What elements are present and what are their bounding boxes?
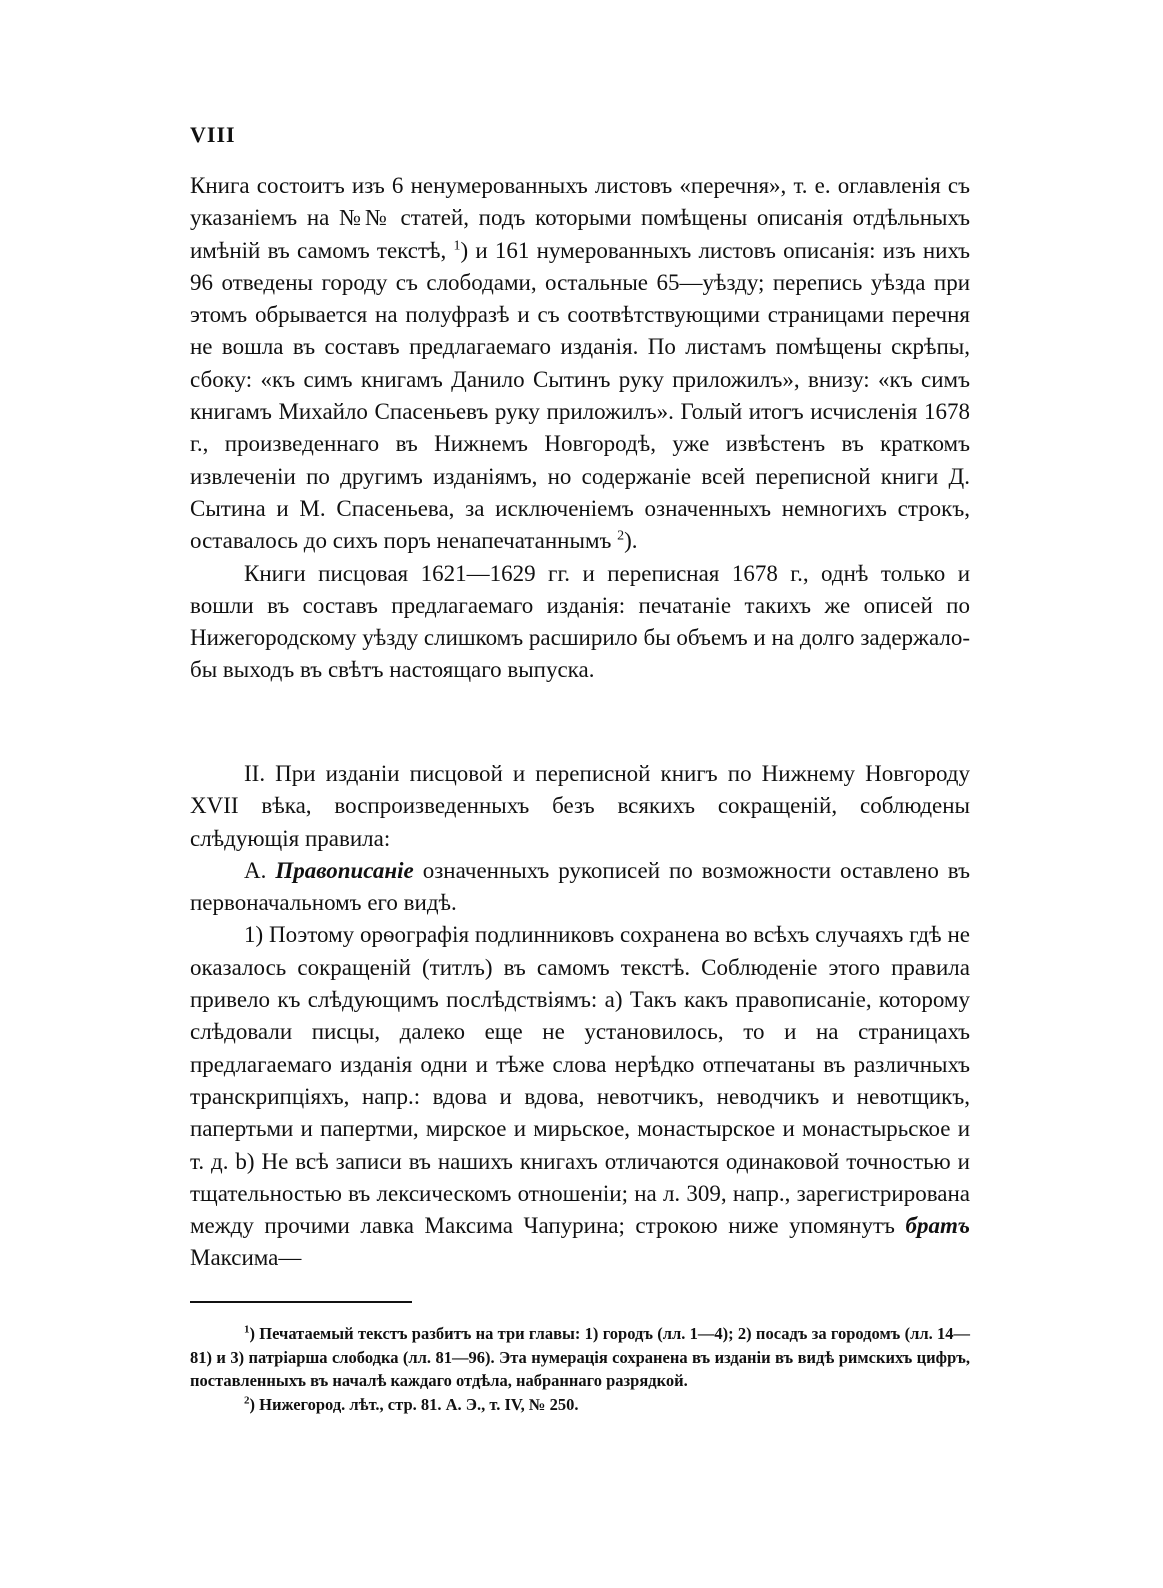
italic-term: Правописаніе [275, 857, 414, 883]
paragraph-text: ) и 161 нумерованныхъ листовъ описанія: изъ нихъ 96 отведены городу съ слободами, остальные 65—уѣзду; перепись уѣзда при этомъ обрывается на полуфразѣ и съ соотвѣтствующими страницами перечня не вошла въ составъ предлагаемаго изданія. По листамъ помѣщены скрѣпы, сбоку: «къ симъ книгамъ Данило Сытинъ руку приложилъ», внизу: «къ симъ книгамъ Михайло Спасеньевъ руку приложилъ». Голый итогъ исчисленія 1678 г., произведеннаго въ Нижнемъ Новгородѣ, уже извѣстенъ въ краткомъ извлеченіи по другимъ изданіямъ, но содержаніе всей переписной книги Д. Сытина и М. Спасеньева, за исключеніемъ означенныхъ немногихъ строкъ, оставалось до сихъ поръ ненапечатаннымъ [190, 237, 971, 554]
footnotes [190, 1322, 970, 1416]
paragraph-orthography [190, 855, 970, 920]
footnote-mark: 1 [244, 1323, 250, 1336]
paragraph-orthography-details [190, 919, 970, 1274]
paragraph-text: 1) Поэтому орѳографія подлинниковъ сохранена во всѣхъ случаяхъ гдѣ не оказалось сокращеній (титлъ) въ самомъ текстѣ. Соблюденіе этого правила привело къ слѣдующимъ послѣдствіямъ: a) Такъ какъ правописаніе, которому слѣдовали писцы, далеко еще не установилось, то и на страницахъ предлагаемаго изданія одни и тѣже слова нерѣдко отпечатаны въ различныхъ транскрипціяхъ, напр.: вдова и вдова, невотчикъ, неводчикъ и невотщикъ, папертьми и папертми, мирское и мирьское, монастырское и монастырьское и т. д. b) Не всѣ записи въ нашихъ книгахъ отличаются одинаковой точностью и тщательностью въ лексическомъ отношеніи; на л. 309, напр., зарегистрирована между прочими лавка Максима Чапурина; строкою ниже упомянутъ [190, 922, 970, 1239]
footnote-divider [190, 1301, 412, 1303]
paragraph-book-description [190, 170, 970, 558]
item-prefix: А. [244, 857, 267, 883]
footnote-ref-2: 2 [617, 528, 625, 544]
footnote-mark: 2 [244, 1394, 250, 1406]
italic-term: братъ [905, 1213, 970, 1239]
footnote-1 [190, 1322, 970, 1393]
paragraph-publication-rules: II. При изданіи писцовой и переписной книгъ по Нижнему Новгороду XVII вѣка, воспроизведенныхъ безъ всякихъ сокращеній, соблюдены слѣдующія правила: [190, 761, 970, 851]
footnote-text: ) Нижегород. лѣт., стр. 81. А. Э., т. IV, № 250. [249, 1394, 579, 1414]
footnote-text: ) Печатаемый текстъ разбитъ на три главы: 1) городъ (лл. 1—4); 2) посадъ за городомъ (лл. 14—81) и 3) патріарша слободка (лл. 81—96). Эта нумерація сохранена въ изданіи въ видѣ римскихъ цифръ, поставленныхъ въ началѣ каждаго отдѣла, набраннаго разрядкой. [190, 1324, 970, 1390]
section-1 [190, 170, 970, 687]
page-number: VIII [190, 122, 236, 147]
paragraph-text: Книга состоитъ изъ 6 ненумерованныхъ листовъ «перечня», т. е. оглавленія съ указаніемъ на №№ статей, подъ которыми помѣщены описанія отдѣльныхъ имѣній въ самомъ текстѣ, [190, 173, 970, 263]
footnote-2 [190, 1393, 970, 1417]
paragraph-text: ). [624, 528, 638, 554]
paragraph-text: означенныхъ рукописей по возможности оставлено въ первоначальномъ его видѣ. [190, 857, 970, 916]
paragraph-text: Максима— [190, 1245, 302, 1271]
paragraph-books-included: Книги писцовая 1621—1629 гг. и переписная 1678 г., однѣ только и вошли въ составъ предлагаемаго изданія: печатаніе такихъ же описей по Нижегородскому уѣзду слишкомъ расширило бы объемъ и на долго задержало-бы выходъ въ свѣтъ настоящаго выпуска. [190, 560, 970, 683]
section-2 [190, 758, 970, 1275]
footnote-ref-1: 1 [453, 237, 461, 253]
